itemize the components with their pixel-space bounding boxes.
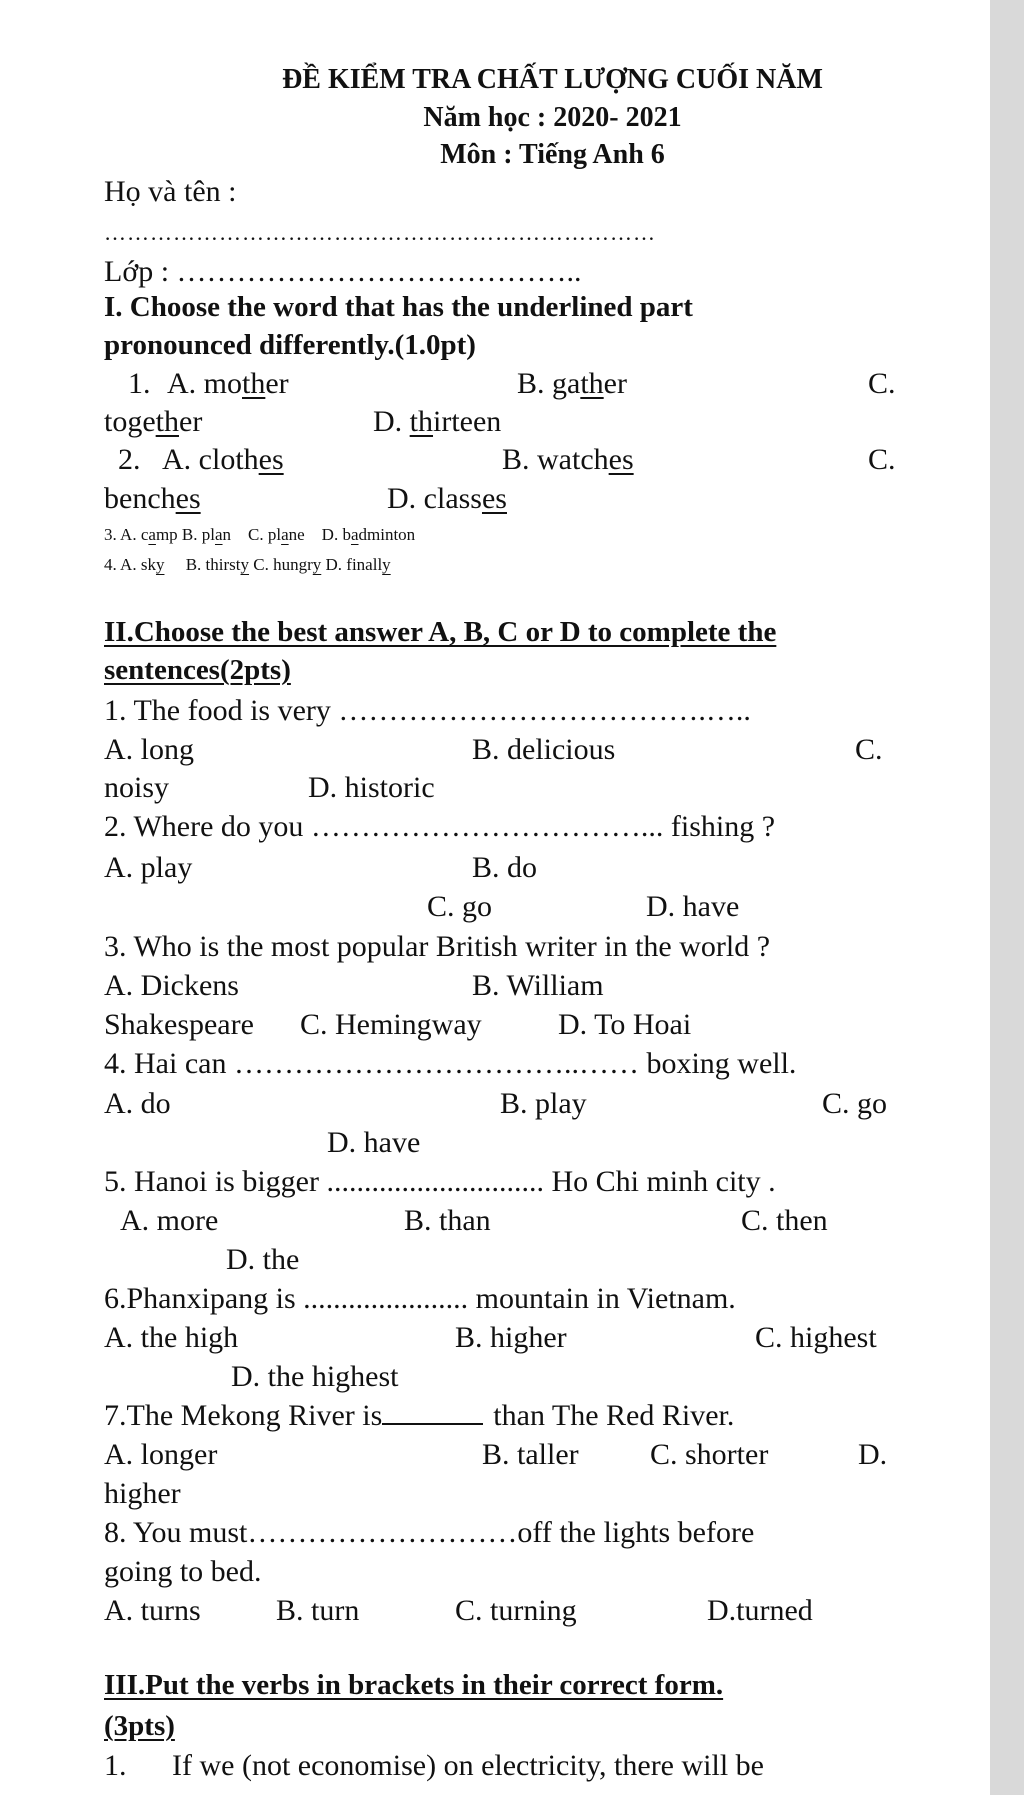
s2-q8-option-d: D.turned — [707, 1594, 813, 1627]
s2-q7-option-c: C. shorter — [650, 1438, 769, 1471]
name-dots: ……………………………………………………………… — [104, 220, 656, 245]
s1-q2-option-b: B. watches — [502, 443, 634, 476]
subject: Môn : Tiếng Anh 6 — [440, 139, 665, 170]
section3-title-1: III.Put the verbs in brackets in their correct form. — [104, 1669, 724, 1701]
s2-q5-option-a: A. more — [120, 1204, 219, 1237]
s2-q8-stem: 8. You must………………………off the lights before — [104, 1516, 755, 1549]
s2-q1-option-d: D. historic — [308, 771, 435, 804]
s2-q2-option-a: A. play — [104, 851, 193, 884]
s2-q5-stem: 5. Hanoi is bigger ............................. Ho Chi minh city . — [104, 1165, 776, 1198]
s2-q7-option-d-label: D. — [858, 1438, 888, 1471]
s2-q4-option-a: A. do — [104, 1087, 171, 1120]
s1-q4: 4. A. sky B. thirsty C. hungry D. finally — [104, 555, 391, 574]
s2-q2-option-b: B. do — [472, 851, 538, 884]
s2-q7-option-a: A. longer — [104, 1438, 218, 1471]
section3-title-2: (3pts) — [104, 1710, 175, 1742]
s2-q3-option-b: B. William — [472, 969, 604, 1002]
s2-q1-stem: 1. The food is very ……………………………….….. — [104, 694, 751, 727]
s2-q5-option-b: B. than — [404, 1204, 491, 1237]
s2-q4-option-d: D. have — [327, 1126, 421, 1159]
s2-q1-option-b: B. delicious — [472, 733, 616, 766]
s2-q4-stem: 4. Hai can ……………………………..…… boxing well. — [104, 1047, 797, 1080]
s2-q6-option-c: C. highest — [755, 1321, 877, 1354]
s2-q6-option-d: D. the highest — [231, 1360, 399, 1393]
s1-q1-num: 1. — [128, 367, 151, 400]
s2-q5-option-c: C. then — [741, 1204, 828, 1237]
s2-q3-stem: 3. Who is the most popular British writer in the world ? — [104, 930, 771, 963]
s2-q1-option-a: A. long — [104, 733, 194, 766]
s2-q8-option-a: A. turns — [104, 1594, 201, 1627]
section2-title-2: sentences(2pts) — [104, 654, 291, 686]
s1-q2-option-d: D. classes — [387, 482, 507, 515]
s2-q2-stem: 2. Where do you ……………………………... fishing ? — [104, 810, 776, 843]
section1-title-1: I. Choose the word that has the underlined part — [104, 291, 693, 323]
name-label: Họ và tên : — [104, 175, 237, 208]
s2-q2-option-d: D. have — [646, 890, 740, 923]
s3-q1-text: If we (not economise) on electricity, there will be — [172, 1749, 764, 1782]
s2-q4-option-c: C. go — [822, 1087, 888, 1120]
s1-q2-num: 2. — [118, 443, 141, 476]
school-year: Năm học : 2020- 2021 — [423, 102, 682, 133]
s1-q2-option-c-label: C. — [868, 443, 896, 476]
s2-q6-option-b: B. higher — [455, 1321, 567, 1354]
s2-q7-stem: 7.The Mekong River is than The Red River. — [104, 1399, 735, 1432]
s1-q1-option-d: D. thirteen — [373, 405, 502, 438]
class-label: Lớp : ………………………………….. — [104, 255, 582, 288]
s2-q8-stem-cont: going to bed. — [104, 1555, 262, 1588]
s2-q7-option-b: B. taller — [482, 1438, 579, 1471]
s2-q5-option-d: D. the — [226, 1243, 300, 1276]
answer-blank — [382, 1423, 483, 1425]
s1-q1-option-c-label: C. — [868, 367, 896, 400]
s2-q8-option-b: B. turn — [276, 1594, 360, 1627]
s1-q1-option-c: together — [104, 405, 203, 438]
section2-title-1: II.Choose the best answer A, B, C or D to complete the — [104, 616, 777, 648]
s2-q8-option-c: C. turning — [455, 1594, 577, 1627]
s2-q2-option-c: C. go — [427, 890, 493, 923]
s1-q2-option-c: benches — [104, 482, 201, 515]
s1-q2-option-a: A. clothes — [162, 443, 284, 476]
s2-q4-option-b: B. play — [500, 1087, 587, 1120]
s1-q1-option-a: A. mother — [167, 367, 289, 400]
s1-q1-option-b: B. gather — [517, 367, 627, 400]
s2-q1-option-c-label: C. — [855, 733, 883, 766]
s2-q3-option-a: A. Dickens — [104, 969, 239, 1002]
s2-q6-option-a: A. the high — [104, 1321, 239, 1354]
s2-q3-option-d: D. To Hoai — [558, 1008, 692, 1041]
right-edge-strip — [990, 0, 1024, 1795]
exam-title: ĐỀ KIỂM TRA CHẤT LƯỢNG CUỐI NĂM — [282, 64, 823, 95]
s2-q3-option-b-cont: Shakespeare — [104, 1008, 254, 1041]
s2-q6-stem: 6.Phanxipang is ...................... mountain in Vietnam. — [104, 1282, 736, 1315]
s2-q3-option-c: C. Hemingway — [300, 1008, 482, 1041]
s3-q1-num: 1. — [104, 1749, 127, 1782]
section1-title-2: pronounced differently.(1.0pt) — [104, 329, 476, 361]
s2-q1-option-c: noisy — [104, 771, 170, 804]
s2-q7-option-d: higher — [104, 1477, 181, 1510]
s1-q3: 3. A. camp B. plan C. plane D. badminton — [104, 525, 416, 544]
